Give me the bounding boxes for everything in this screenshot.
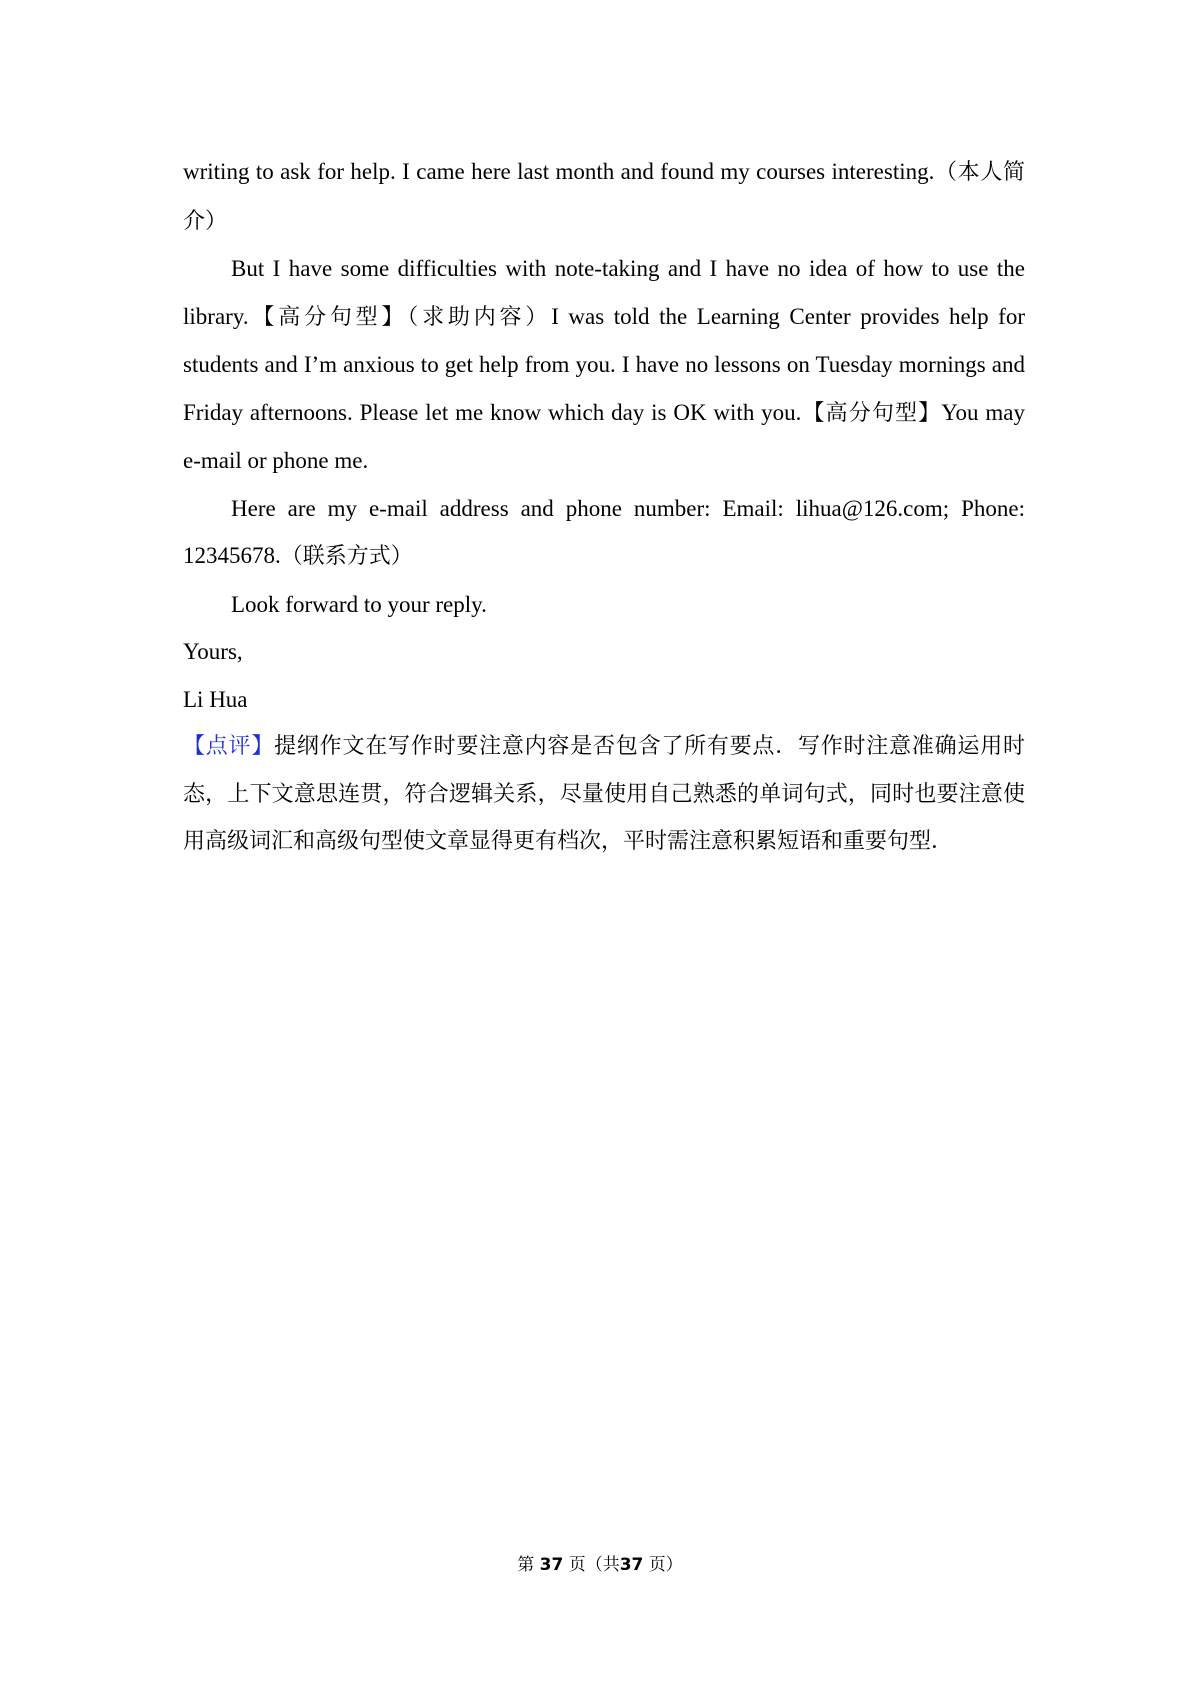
- high-score-bracket-1: 【高分句型】: [248, 304, 408, 330]
- footer-middle: 页（共: [568, 1555, 620, 1575]
- paragraph-contact: [183, 485, 1025, 581]
- paragraph-4-text: Look forward to your reply.: [231, 591, 487, 617]
- footer-suffix: 页）: [648, 1555, 683, 1575]
- paragraph-1-note: （本人简介）: [183, 160, 1025, 234]
- paragraph-2-text-c: You may e-mail or phone me.: [183, 399, 1026, 473]
- footer-current-page: 37: [539, 1555, 564, 1575]
- high-score-bracket-2: 【高分句型】: [801, 400, 942, 426]
- signature: Li Hua: [183, 686, 248, 712]
- comment-label: 【点评】: [183, 734, 275, 759]
- comment-paragraph: [183, 723, 1025, 866]
- paragraph-help-request: [183, 245, 1025, 485]
- paragraph-3-note: （联系方式）: [280, 544, 413, 569]
- comment-text: 提纲作文在写作时要注意内容是否包含了所有要点．写作时注意准确运用时态，上下文意思连贯，符合逻辑关系，尽量使用自己熟悉的单词句式，同时也要注意使用高级词汇和高级句型使文章显得更有档次，平时需注意积累短语和重要句型．: [183, 734, 1025, 854]
- closing-salutation: Yours,: [183, 639, 243, 664]
- paragraph-2-text-a: But I have some difficulties with note-taking and I have no idea of how to use the library.: [183, 256, 1025, 329]
- paragraph-1-text: writing to ask for help. I came here last month and found my courses interesting.: [183, 159, 935, 184]
- page-footer: [0, 1553, 1200, 1577]
- paragraph-3-text: Here are my e-mail address and phone number: Email: lihua@126.com; Phone: 12345678.: [183, 495, 1025, 568]
- footer-total-pages: 37: [619, 1555, 644, 1575]
- document-body: [183, 148, 1025, 866]
- paragraph-2-text-b: I was told the Learning Center provides help for students and I’m anxious to get help from you. I have no lessons on Tuesday mornings and Friday afternoons. Please let me know which day is OK with you.: [183, 303, 1025, 425]
- paragraph-closing-line: [183, 581, 1025, 629]
- paragraph-2-note: （求助内容）: [407, 304, 552, 330]
- paragraph-self-introduction: [183, 148, 1025, 245]
- footer-prefix: 第: [517, 1555, 535, 1575]
